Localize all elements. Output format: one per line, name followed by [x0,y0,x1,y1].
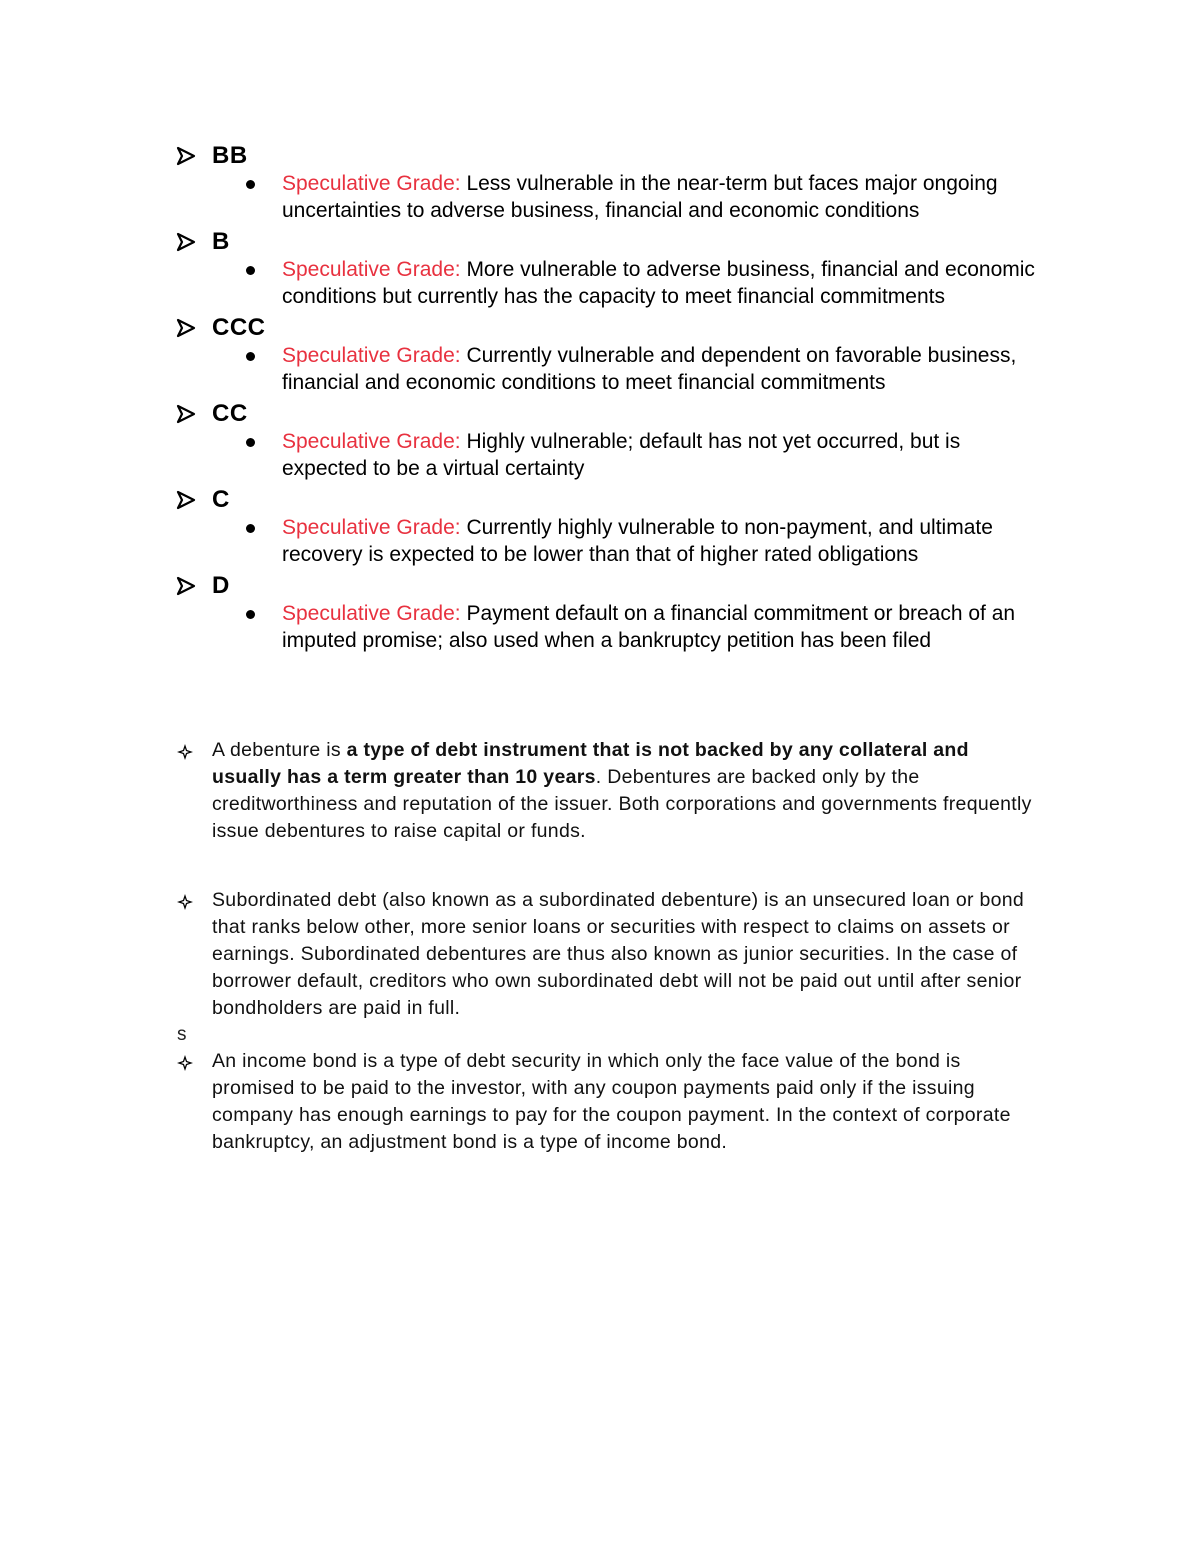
rating-bb [0,140,1200,224]
grade-label: Speculative Grade: [282,516,461,539]
arrow-bullet-icon [176,576,196,596]
rating-cc [0,398,1200,482]
rating-description [0,514,1042,568]
dot-bullet-icon [246,610,255,619]
grade-text: More vulnerable to adverse business, financial and economic conditions but currently has the capacity to meet financial commitments [282,258,1035,308]
diamond-bullet-icon [176,893,194,911]
rating-c [0,484,1200,568]
dot-bullet-icon [246,266,255,275]
arrow-bullet-icon [176,232,196,252]
note-text: Subordinated debt (also known as a subordinated debenture) is an unsecured loan or bond that ranks below other, more senior loans or securities with respect to claims on assets or earnings. Subordinated debentures are thus also known as junior securities. In the case of borrower default, creditors who own subordinated debt will not be paid out until after senior bondholders are paid in full. [212,889,1025,1019]
rating-heading [0,484,1200,514]
rating-ccc [0,312,1200,396]
rating-b [0,226,1200,310]
diamond-bullet-icon [176,1054,194,1072]
rating-code: B [212,228,230,255]
rating-description [0,342,1042,396]
note-subordinated [0,887,1032,1022]
dot-bullet-icon [246,352,255,361]
grade-text: Currently highly vulnerable to non-payment, and ultimate recovery is expected to be lower than that of higher rated obligations [282,516,993,566]
arrow-bullet-icon [176,318,196,338]
rating-heading [0,226,1200,256]
ratings-list [0,140,1200,656]
rating-description [0,600,1042,654]
grade-text: Less vulnerable in the near-term but faces major ongoing uncertainties to adverse business, financial and economic conditions [282,172,998,222]
grade-label: Speculative Grade: [282,258,461,281]
arrow-bullet-icon [176,490,196,510]
dot-bullet-icon [246,524,255,533]
rating-heading [0,140,1200,170]
grade-text: Highly vulnerable; default has not yet occurred, but is expected to be a virtual certainty [282,430,961,480]
rating-code: D [212,572,230,599]
grade-text: Payment default on a financial commitment or breach of an imputed promise; also used when a bankruptcy petition has been filed [282,602,1016,652]
rating-description [0,170,1042,224]
rating-code: CCC [212,314,266,341]
grade-text: Currently vulnerable and dependent on favorable business, financial and economic conditions to meet financial commitments [282,344,1017,394]
note-text: An income bond is a type of debt security in which only the face value of the bond is promised to be paid to the investor, with any coupon payments paid only if the issuing company has enough earnings to pay for the coupon payment. In the context of corporate bankruptcy, an adjustment bond is a type of income bond. [212,1050,1011,1153]
rating-description [0,428,1042,482]
rating-d [0,570,1200,654]
note-debenture [0,737,1032,845]
note-bold-text: a type of debt instrument that is not backed by any collateral and usually has a term greater than 10 years [212,739,969,788]
grade-label: Speculative Grade: [282,344,461,367]
arrow-bullet-icon [176,404,196,424]
notes-list [0,737,1200,1156]
note-income-bond [0,1048,1032,1156]
grade-label: Speculative Grade: [282,172,461,195]
dot-bullet-icon [246,180,255,189]
rating-code: BB [212,142,248,169]
dot-bullet-icon [246,438,255,447]
rating-code: C [212,486,230,513]
grade-label: Speculative Grade: [282,602,461,625]
stray-character: s [177,1024,187,1045]
note-text: . Debentures are backed only by the creditworthiness and reputation of the issuer. Both corporations and governments frequently issue debentures to raise capital or funds. [212,766,1032,842]
note-text: A debenture is [212,739,347,761]
rating-heading [0,570,1200,600]
rating-heading [0,312,1200,342]
grade-label: Speculative Grade: [282,430,461,453]
diamond-bullet-icon [176,743,194,761]
rating-code: CC [212,400,248,427]
arrow-bullet-icon [176,146,196,166]
rating-heading [0,398,1200,428]
rating-description [0,256,1042,310]
